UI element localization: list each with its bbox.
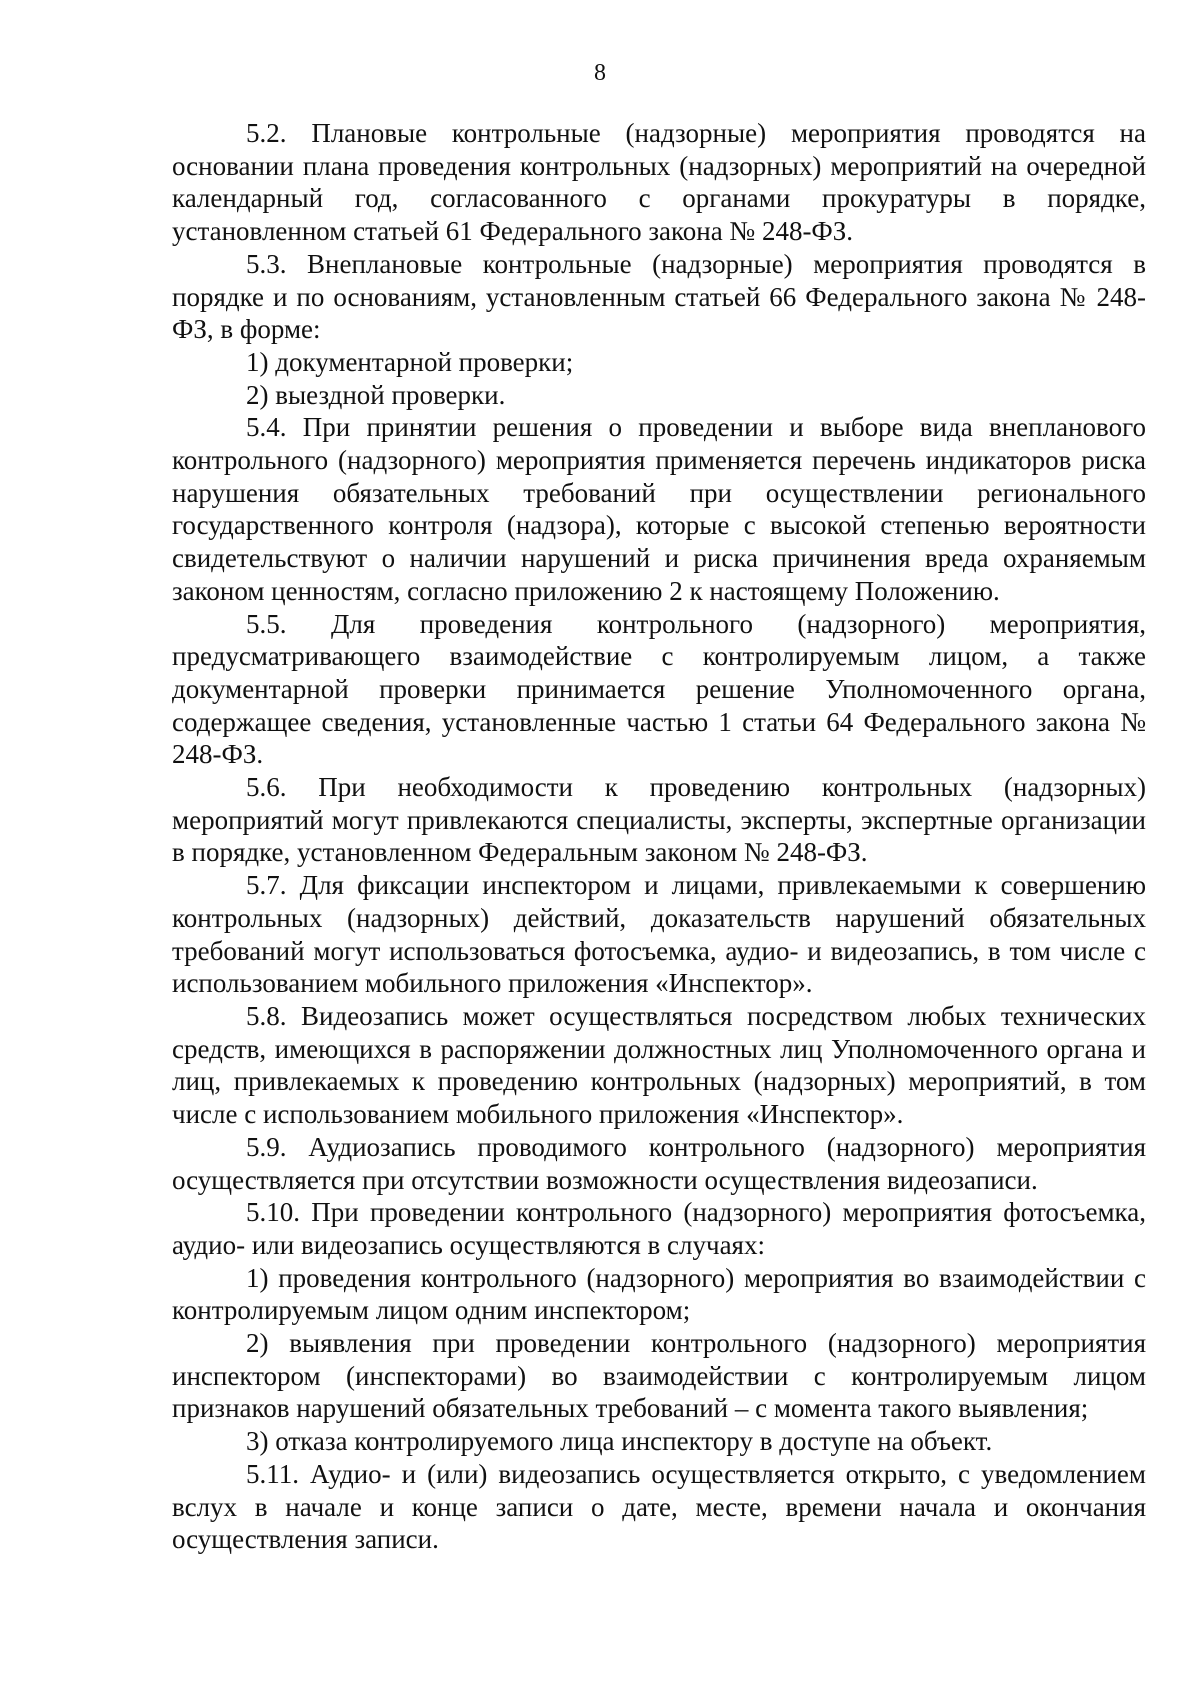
paragraph-5-6: 5.6. При необходимости к проведению контрольных (надзорных) мероприятий могут привлекаются специалисты, эксперты, экспертные организации в порядке, установленном Федеральным законом № 248-ФЗ. [172,772,1146,868]
list-item-field-check: 2) выездной проверки. [246,379,506,410]
paragraph-5-11: 5.11. Аудио- и (или) видеозапись осуществляется открыто, с уведомлением вслух в начале и конце записи о дате, месте, времени начала и окончания осуществления записи. [172,1458,1146,1555]
list-item-single-inspector: 1) проведения контрольного (надзорного) мероприятия во взаимодействии с контролируемым лицом одним инспектором; [172,1262,1146,1326]
list-item-violation-detected: 2) выявления при проведении контрольного (надзорного) мероприятия инспектором (инспекторами) во взаимодействии с контролируемым лицом признаков нарушений обязательных требований – с момента такого выявления; [172,1328,1146,1424]
paragraph-5-7: 5.7. Для фиксации инспектором и лицами, привлекаемыми к совершению контрольных (надзорных) действий, доказательств нарушений обязательных требований могут использоваться фотосъемка, аудио- и видеозапись, в том числе с использованием мобильного приложения «Инспектор». [172,870,1146,999]
paragraph-5-5: 5.5. Для проведения контрольного (надзорного) мероприятия, предусматривающего взаимодействие с контролируемым лицом, а также документарной проверки принимается решение Уполномоченного органа, содержащее сведения, установленные частью 1 статьи 64 Федерального закона № 248-ФЗ. [172,608,1146,770]
list-item-documentary-check: 1) документарной проверки; [246,346,574,377]
page-number: 8 [594,60,606,86]
paragraph-5-9: 5.9. Аудиозапись проводимого контрольного (надзорного) мероприятия осуществляется при отсутствии возможности осуществления видеозаписи. [172,1131,1146,1195]
paragraph-5-2: 5.2. Плановые контрольные (надзорные) мероприятия проводятся на основании плана проведения контрольных (надзорных) мероприятий на очередной календарный год, согласованного с органами прокуратуры в порядке, установленном статьей 61 Федерального закона № 248-ФЗ. [172,118,1146,247]
document-body [172,117,1146,1556]
paragraph-5-10: 5.10. При проведении контрольного (надзорного) мероприятия фотосъемка, аудио- или видеозапись осуществляются в случаях: [172,1197,1146,1260]
list-item-access-refused: 3) отказа контролируемого лица инспектору в доступе на объект. [246,1426,993,1457]
paragraph-5-8: 5.8. Видеозапись может осуществляться посредством любых технических средств, имеющихся в распоряжении должностных лиц Уполномоченного органа и лиц, привлекаемых к проведению контрольных (надзорных) мероприятий, в том числе с использованием мобильного приложения «Инспектор». [172,1000,1146,1130]
paragraph-5-4: 5.4. При принятии решения о проведении и выборе вида внепланового контрольного (надзорного) мероприятия применяется перечень индикаторов риска нарушения обязательных требований при осуществлении регионального государственного контроля (надзора), которые с высокой степенью вероятности свидетельствуют о наличии нарушений и риска причинения вреда охраняемым законом ценностям, согласно приложению 2 к настоящему Положению. [172,412,1146,606]
paragraph-5-3: 5.3. Внеплановые контрольные (надзорные) мероприятия проводятся в порядке и по основаниям, установленным статьей 66 Федерального закона № 248-ФЗ, в форме: [172,248,1146,345]
